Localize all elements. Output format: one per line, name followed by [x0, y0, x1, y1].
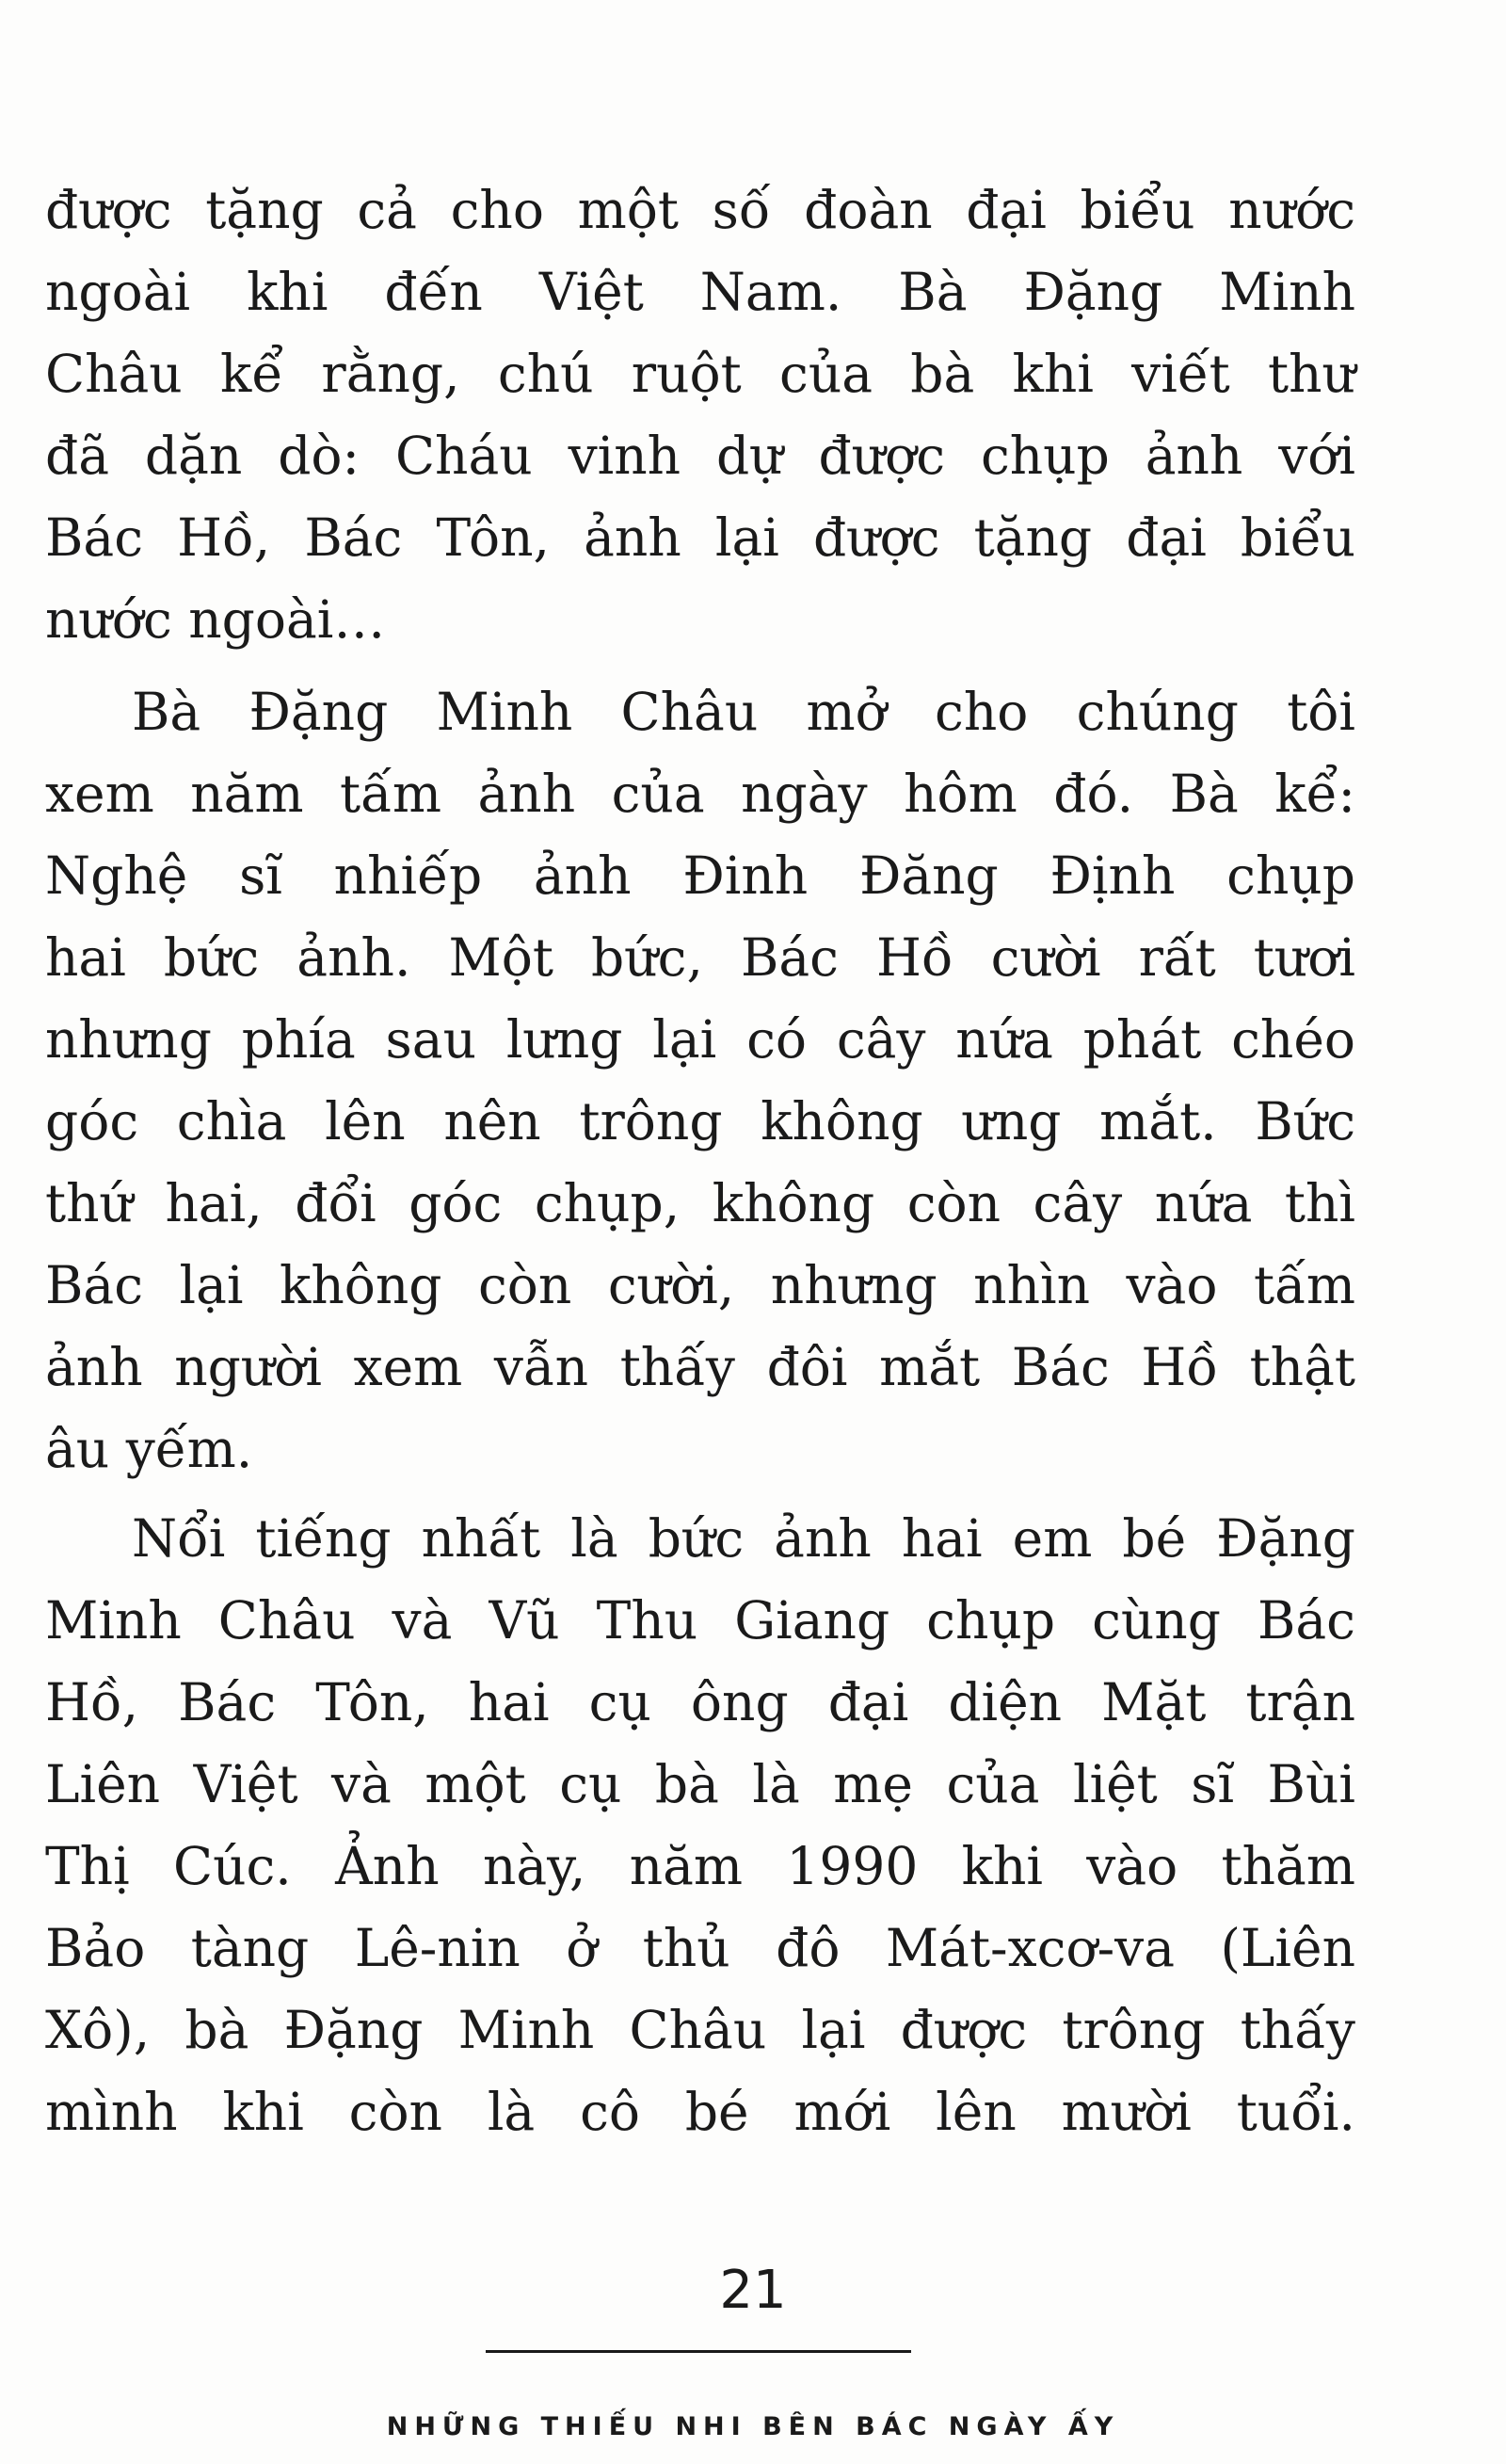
- paragraph-1: [45, 169, 1355, 661]
- text-line: Bác Hồ, Bác Tôn, ảnh lại được tặng đại biểu: [45, 507, 1355, 568]
- text-line: Liên Việt và một cụ bà là mẹ của liệt sĩ Bùi: [45, 1754, 1355, 1814]
- text-line: Thị Cúc. Ảnh này, năm 1990 khi vào thăm: [45, 1836, 1355, 1896]
- text-line: Bà Đặng Minh Châu mở cho chúng tôi: [132, 682, 1355, 742]
- text-line: góc chìa lên nên trông không ưng mắt. Bức: [45, 1091, 1355, 1151]
- running-title: NHỮNG THIẾU NHI BÊN BÁC NGÀY ẤY: [386, 2412, 1120, 2441]
- text-line: Xô), bà Đặng Minh Châu lại được trông thấy: [45, 2000, 1355, 2060]
- text-line: ảnh người xem vẫn thấy đôi mắt Bác Hồ thật: [45, 1337, 1355, 1397]
- text-line: Bác lại không còn cười, nhưng nhìn vào tấm: [45, 1255, 1355, 1315]
- paragraph-2: [45, 671, 1355, 1490]
- text-line: được tặng cả cho một số đoàn đại biểu nước: [45, 180, 1355, 240]
- text-line: ngoài khi đến Việt Nam. Bà Đặng Minh: [45, 262, 1355, 322]
- text-line: Hồ, Bác Tôn, hai cụ ông đại diện Mặt trận: [45, 1672, 1355, 1732]
- text-line: Minh Châu và Vũ Thu Giang chụp cùng Bác: [45, 1590, 1355, 1651]
- text-line: Nổi tiếng nhất là bức ảnh hai em bé Đặng: [132, 1508, 1355, 1569]
- text-line: Bảo tàng Lê-nin ở thủ đô Mát-xcơ-va (Liên: [45, 1918, 1355, 1978]
- text-line: Nghệ sĩ nhiếp ảnh Đinh Đăng Định chụp: [45, 845, 1355, 906]
- text-line: mình khi còn là cô bé mới lên mười tuổi.: [45, 2082, 1355, 2142]
- text-line: thứ hai, đổi góc chụp, không còn cây nứa thì: [45, 1173, 1355, 1233]
- text-line: nước ngoài…: [45, 589, 386, 650]
- text-line: âu yếm.: [45, 1419, 253, 1479]
- text-line: nhưng phía sau lưng lại có cây nứa phát chéo: [45, 1009, 1355, 1070]
- text-line: Châu kể rằng, chú ruột của bà khi viết thư: [45, 344, 1355, 404]
- page-number: 21: [719, 2260, 787, 2321]
- text-line: xem năm tấm ảnh của ngày hôm đó. Bà kể:: [45, 764, 1355, 824]
- paragraph-3: [45, 1498, 1355, 2153]
- text-line: hai bức ảnh. Một bức, Bác Hồ cười rất tươi: [45, 927, 1355, 988]
- text-line: đã dặn dò: Cháu vinh dự được chụp ảnh với: [45, 426, 1355, 486]
- footer-divider: [486, 2350, 911, 2353]
